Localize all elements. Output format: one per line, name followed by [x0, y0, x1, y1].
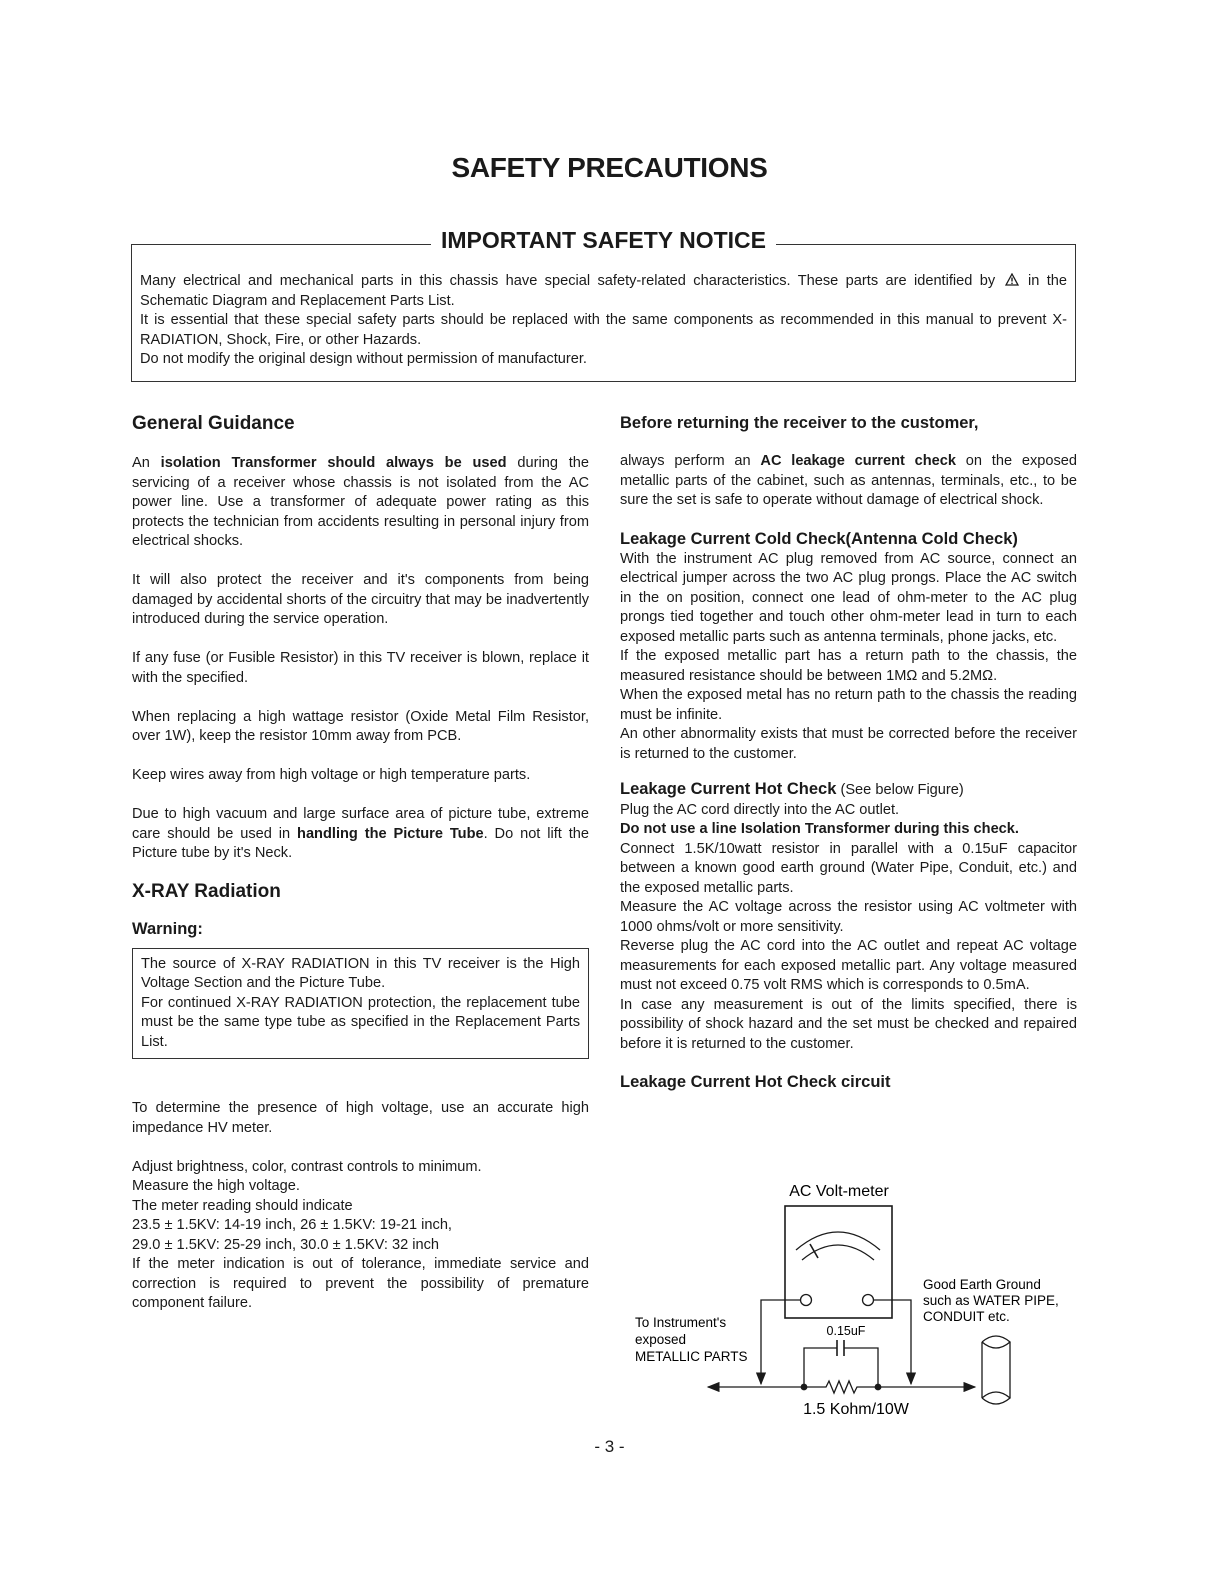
important-safety-notice-box: [131, 227, 1076, 382]
meter-terminal-left: [801, 1295, 812, 1306]
notice-paragraph-1: [140, 272, 1067, 311]
capacitor-label: 0.15uF: [826, 1324, 866, 1338]
water-pipe-icon: [982, 1336, 1010, 1404]
g1-text-rest: during the servicing of a receiver whose chassis is not isolated from the AC power line. Use a transformer of adequate power rating as this protects the technician from accidents resulting in personal injury from electrical shocks.: [132, 455, 590, 549]
g1-text: An: [132, 455, 161, 471]
capacitor-lead-left: [804, 1348, 837, 1387]
meter-scale-arc: [796, 1232, 880, 1250]
meter-terminal-right: [863, 1295, 874, 1306]
notice-body: [140, 272, 1067, 370]
hot-paragraph-2: [620, 820, 1077, 840]
guidance-paragraph-2: It will also protect the receiver and it's components from being damaged by accidental shorts of the circuitry that may be inadvertently introduced during the service operation.: [132, 572, 589, 627]
xray-line-2: Measure the high voltage.: [132, 1178, 300, 1194]
meter-lead-left: [761, 1300, 800, 1384]
b1-bold: AC leakage current check: [760, 453, 957, 469]
meter-label: AC Volt-meter: [789, 1183, 889, 1200]
hot-check-circuit-diagram: [620, 1172, 1090, 1422]
xray-line-1: Adjust brightness, color, contrast controls to minimum.: [132, 1158, 482, 1175]
circuit-heading: Leakage Current Hot Check circuit: [620, 1073, 891, 1091]
hot-paragraph-5: Reverse plug the AC cord into the AC outlet and repeat AC voltage measurements for each exposed metallic part. Any voltage measured must not exceed 0.75 volt RMS which is corresponds to 0.5mA.: [620, 938, 1077, 993]
instrument-label-line-2: exposed: [635, 1332, 687, 1347]
instrument-label-line-3: METALLIC PARTS: [635, 1349, 748, 1364]
meter-needle: [810, 1244, 818, 1258]
before-paragraph: [620, 452, 1077, 511]
b1-text: always perform an: [620, 453, 761, 469]
hot-paragraph-1: Plug the AC cord directly into the AC outlet.: [620, 801, 900, 818]
hot-check-heading: Leakage Current Hot Check: [620, 780, 837, 798]
hot-paragraph-4: Measure the AC voltage across the resistor using AC voltmeter with 1000 ohms/volt or more sensitivity.: [620, 899, 1077, 935]
junction-dot-left: [801, 1384, 808, 1391]
guidance-paragraph-3: If any fuse (or Fusible Resistor) in this TV receiver is blown, replace it with the specified.: [132, 650, 589, 686]
cold-paragraph-2: If the exposed metallic part has a return path to the chassis, the measured resistance should be between 1MΩ and 5.2MΩ.: [620, 648, 1077, 684]
warning-heading: Warning:: [132, 919, 203, 938]
left-column: [132, 412, 589, 1314]
before-returning-heading: Before returning the receiver to the customer,: [620, 414, 979, 432]
warning-triangle-icon: [1005, 273, 1019, 286]
warning-paragraph-2: For continued X-RAY RADIATION protection, the replacement tube must be the same type tube as specified in the Replacement Parts List.: [141, 994, 580, 1050]
cold-paragraph-1: With the instrument AC plug removed from AC source, connect an electrical jumper across the two AC plug prongs. Place the AC switch in the on position, connect one lead of ohm-meter to the AC plug prongs tied together and touch other ohm-meter lead in turn to each exposed metallic parts such as antenna terminals, phone jacks, etc.: [620, 550, 1077, 645]
xray-line-6: If the meter indication is out of tolerance, immediate service and correction is required to prevent the possibility of premature component failure.: [132, 1256, 589, 1311]
general-guidance-heading: General Guidance: [132, 413, 295, 434]
xray-line-5: 29.0 ± 1.5KV: 25-29 inch, 30.0 ± 1.5KV: 32 inch: [132, 1236, 440, 1253]
hot-paragraph-6: In case any measurement is out of the limits specified, there is possibility of shock hazard and the set must be checked and repaired before it is returned to the customer.: [620, 996, 1077, 1052]
cold-check-heading: Leakage Current Cold Check(Antenna Cold Check): [620, 529, 1018, 548]
hot-paragraph-3: Connect 1.5K/10watt resistor in parallel with a 0.15uF capacitor between a known good earth ground (Water Pipe, Conduit, etc.) and the exposed metallic parts.: [620, 840, 1077, 896]
page-number: - 3 -: [594, 1437, 625, 1456]
guidance-paragraph-1: [132, 454, 589, 552]
notice-heading: [132, 228, 1075, 255]
xray-line-3: The meter reading should indicate: [132, 1197, 353, 1214]
guidance-paragraph-6: [132, 805, 589, 864]
xray-paragraph-1: To determine the presence of high voltage, use an accurate high impedance HV meter.: [132, 1100, 589, 1136]
notice-p1-text: Many electrical and mechanical parts in this chassis have special safety-related characteristics. These parts are identified by: [140, 273, 996, 289]
guidance-paragraph-5: Keep wires away from high voltage or high temperature parts.: [132, 767, 531, 783]
notice-paragraph-3: Do not modify the original design without permission of manufacturer.: [140, 351, 587, 367]
notice-p1-text-after: in the Schematic Diagram and Replacement Parts List.: [140, 273, 1067, 309]
hot-bold-warning: Do not use a line Isolation Transformer during this check.: [620, 821, 1019, 837]
warning-paragraph-1: The source of X-RAY RADIATION in this TV receiver is the High Voltage Section and the Picture Tube.: [141, 955, 580, 991]
g6-bold: handling the Picture Tube: [297, 825, 484, 842]
ground-label-line-1: Good Earth Ground: [923, 1277, 1041, 1292]
g6-text-rest: . Do not lift the Picture tube by it's Neck.: [132, 825, 589, 861]
cold-paragraph-4: An other abnormality exists that must be corrected before the receiver is returned to the customer.: [620, 726, 1077, 762]
notice-heading-text: IMPORTANT SAFETY NOTICE: [431, 227, 776, 253]
instrument-label-line-1: To Instrument's: [635, 1315, 727, 1330]
hot-check-heading-line: [620, 780, 1077, 801]
ground-label-line-3: CONDUIT etc.: [923, 1309, 1010, 1324]
ground-label-line-2: such as WATER PIPE,: [923, 1293, 1059, 1308]
resistor-symbol: [804, 1381, 878, 1393]
right-column: [620, 412, 1077, 1093]
g6-text: Due to high vacuum and large surface area of picture tube, extreme care should be used in: [132, 806, 589, 842]
notice-paragraph-2: It is essential that these special safety parts should be replaced with the same components as recommended in this manual to prevent X-RADIATION, Shock, Fire, or other Hazards.: [140, 312, 1067, 348]
b1-text-rest: on the exposed metallic parts of the cabinet, such as antennas, terminals, etc., to be sure the set is safe to operate without damage of electrical shock.: [620, 453, 1078, 508]
meter-scale-arc-inner: [802, 1245, 874, 1260]
cold-paragraph-3: When the exposed metal has no return path to the chassis the reading must be infinite.: [620, 687, 1077, 723]
guidance-paragraph-4: When replacing a high wattage resistor (Oxide Metal Film Resistor, over 1W), keep the resistor 10mm away from PCB.: [132, 708, 589, 744]
xray-line-4: 23.5 ± 1.5KV: 14-19 inch, 26 ± 1.5KV: 19-21 inch,: [132, 1217, 452, 1233]
xray-heading: X-RAY Radiation: [132, 880, 281, 902]
resistor-label: 1.5 Kohm/10W: [803, 1401, 909, 1418]
g1-bold: isolation Transformer should always be used: [160, 455, 507, 471]
xray-warning-box: [132, 948, 589, 1060]
hot-check-note: (See below Figure): [836, 782, 964, 798]
page-title: SAFETY PRECAUTIONS: [451, 152, 768, 183]
junction-dot-right: [875, 1384, 882, 1391]
